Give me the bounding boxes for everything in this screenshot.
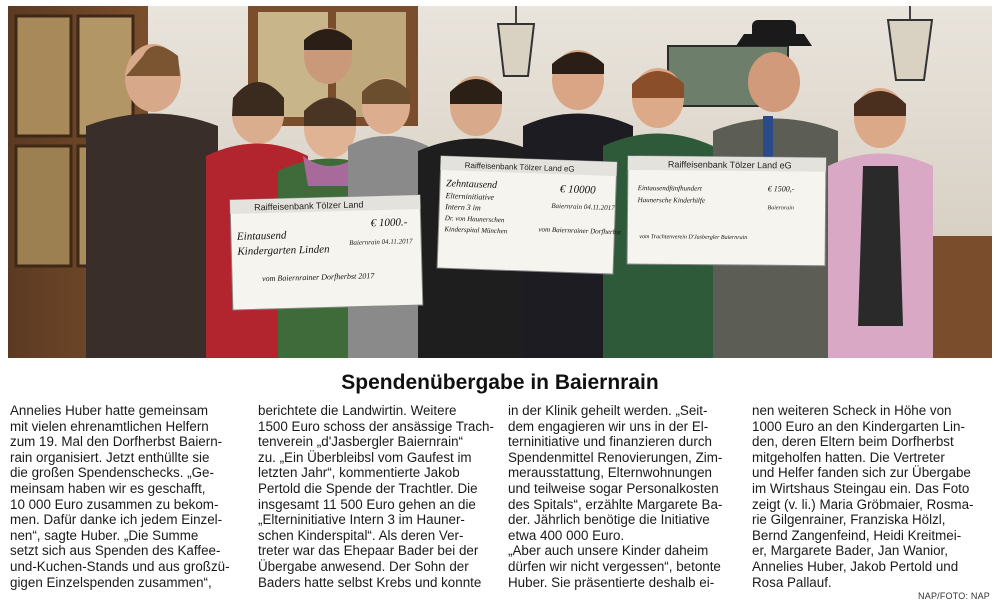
article-line: 1500 Euro schoss der ansässige Trach- [258,418,494,434]
cheque-right-amount: € 1500,- [767,184,795,194]
article-headline: Spendenübergabe in Baiernrain [341,371,659,394]
article-line: zum 19. Mal den Dorfherbst Baiern- [10,434,223,450]
cheque-middle-recipient-1: Elterninitiative [445,191,495,202]
cheque-middle-amount: € 10000 [559,183,596,197]
cheque-left-words: Eintausend [236,229,287,243]
article-line: mitgeholfen hatten. Die Vertreter [752,449,945,465]
article-line: und Helfer fanden sich zur Übergabe [752,465,971,481]
article-column-2 [258,403,494,590]
article-line: in der Klinik geheilt werden. „Seit- [508,403,708,418]
article-line: schen Kinderspital“. Als deren Ver- [258,527,464,543]
cheque-middle-signature: vom Baiernrainer Dorfherbst [538,225,622,237]
article-line: terninitiative und finanzieren durch [508,434,712,450]
cheque-right-bank: Raiffeisenbank Tölzer Land eG [667,159,792,171]
wooden-bench [928,236,992,358]
photo-credit: NAP/FOTO: NAP [918,591,990,601]
article-line: insgesamt 11 500 Euro gehen an die [258,496,476,512]
article-line: Übergabe anwesend. Der Sohn der [258,558,469,574]
cheque-middle-recipient-4: Kinderspital München [444,225,508,236]
article-line: und teilweise sogar Personalkosten [508,480,719,496]
cheque-right-date: Baiernrain [767,205,794,212]
cheque-middle-date: Baiernrain 04.11.2017 [551,201,615,213]
article-line: Annelies Huber, Jakob Pertold und [752,558,959,574]
cheque-middle-recipient-3: Dr. von Haunerschen [444,214,505,225]
photo-illustration [8,6,992,358]
article-line: zeigt (v. li.) Maria Gröbmaier, Rosma- [752,496,974,512]
cheque-right-words: Eintausendfünfhundert [637,184,702,193]
article-line: er, Margarete Bader, Jan Wanior, [752,543,948,559]
cheque-left-recipient: Kindergarten Linden [237,243,330,258]
article-line: nen“, sagte Huber. „Die Summe [10,527,199,543]
article-line: setzt sich aus Spenden des Kaffee- [10,543,221,559]
cheque-left-date: Baiernrain 04.11.2017 [349,237,413,247]
article-line: Spendenmittel Renovierungen, Zim- [508,449,723,465]
article-line: merausstattung, Elternwohnungen [508,465,712,481]
cheque-left-signature: vom Baiernrainer Dorfherbst 2017 [261,271,375,284]
article-line: rie Gilgenrainer, Franziska Hölzl, [752,512,946,528]
article-line: dem engagieren wir uns in der El- [508,418,709,434]
article-line: „Elterninitiative Intern 3 im Hauner- [258,512,465,528]
article-line: Rosa Pallauf. [752,574,832,590]
article-line: etwa 400 000 Euro. [508,527,625,543]
article-line: tenverein „d'Jasbergler Baiernrain“ [258,434,464,450]
article-line: mit vielen ehrenamtlichen Helfern [10,418,209,434]
article-line: und-Kuchen-Stands und aus großzü- [10,558,230,574]
article-line: 10 000 Euro zusammen zu bekom- [10,496,219,512]
article-line: dürfen wir nicht vergessen“, betonte [508,558,721,574]
article-line: Huber. Sie präsentierte deshalb ei- [508,574,715,590]
article-line: im Wirtshaus Steingau ein. Das Foto [752,480,970,496]
cheque-middle-bank: Raiffeisenbank Tölzer Land eG [464,160,575,174]
cheque-middle [437,156,624,274]
article-line: den, deren Eltern beim Dorfherbst [752,434,954,450]
article-column-3 [508,403,736,590]
article-line: die großen Spendenschecks. „Ge- [10,465,214,481]
group-photo [8,6,992,358]
article-line: Bernd Zangenfeind, Heidi Kreitmei- [752,527,962,543]
cheque-middle-words: Zehntausend [445,178,498,191]
article-line: berichtete die Landwirtin. Weitere [258,403,457,418]
cheque-middle-recipient-2: Intern 3 im [445,202,481,213]
article-column-4 [752,403,980,590]
article-line: „Aber auch unsere Kinder daheim [508,543,709,559]
cheque-left-bank: Raiffeisenbank Tölzer Land [254,199,364,213]
article-line: Pertold die Spende der Trachtler. Die [258,480,478,496]
cheque-right [627,156,826,266]
article-column-1 [10,403,238,590]
article-line: des Spitals“, erzählte Margarete Ba- [508,496,723,512]
article-line: Baders hatte selbst Krebs und konnte [258,574,482,590]
article-line: men. Dafür danke ich jedem Einzel- [10,512,223,528]
cheque-left [230,195,423,310]
article-line: gigen Einzelspenden zusammen“, [10,574,212,590]
article-line: nen weiteren Scheck in Höhe von [752,403,952,418]
article-line: rain organisiert. Jetzt enthüllte sie [10,449,210,465]
cheque-left-amount: € 1000.- [370,216,408,230]
article-line: der. Jährlich benötige die Initiative [508,512,710,528]
article-line: meinsam haben wir es geschafft, [10,480,206,496]
cheque-right-signature: vom Trachtenverein D'Jasbergler Baiernrain [639,234,748,242]
article-line: treter war das Ehepaar Bader bei der [258,543,479,559]
article-line: letzten Jahr“, kommentierte Jakob [258,465,460,481]
article-line: Annelies Huber hatte gemeinsam [10,403,208,418]
article-line: zu. „Ein Überbleibsl vom Gaufest im [258,449,472,465]
cheque-right-recipient: Haunersche Kinderhilfe [637,196,705,205]
article-line: 1000 Euro an den Kindergarten Lin- [752,418,965,434]
